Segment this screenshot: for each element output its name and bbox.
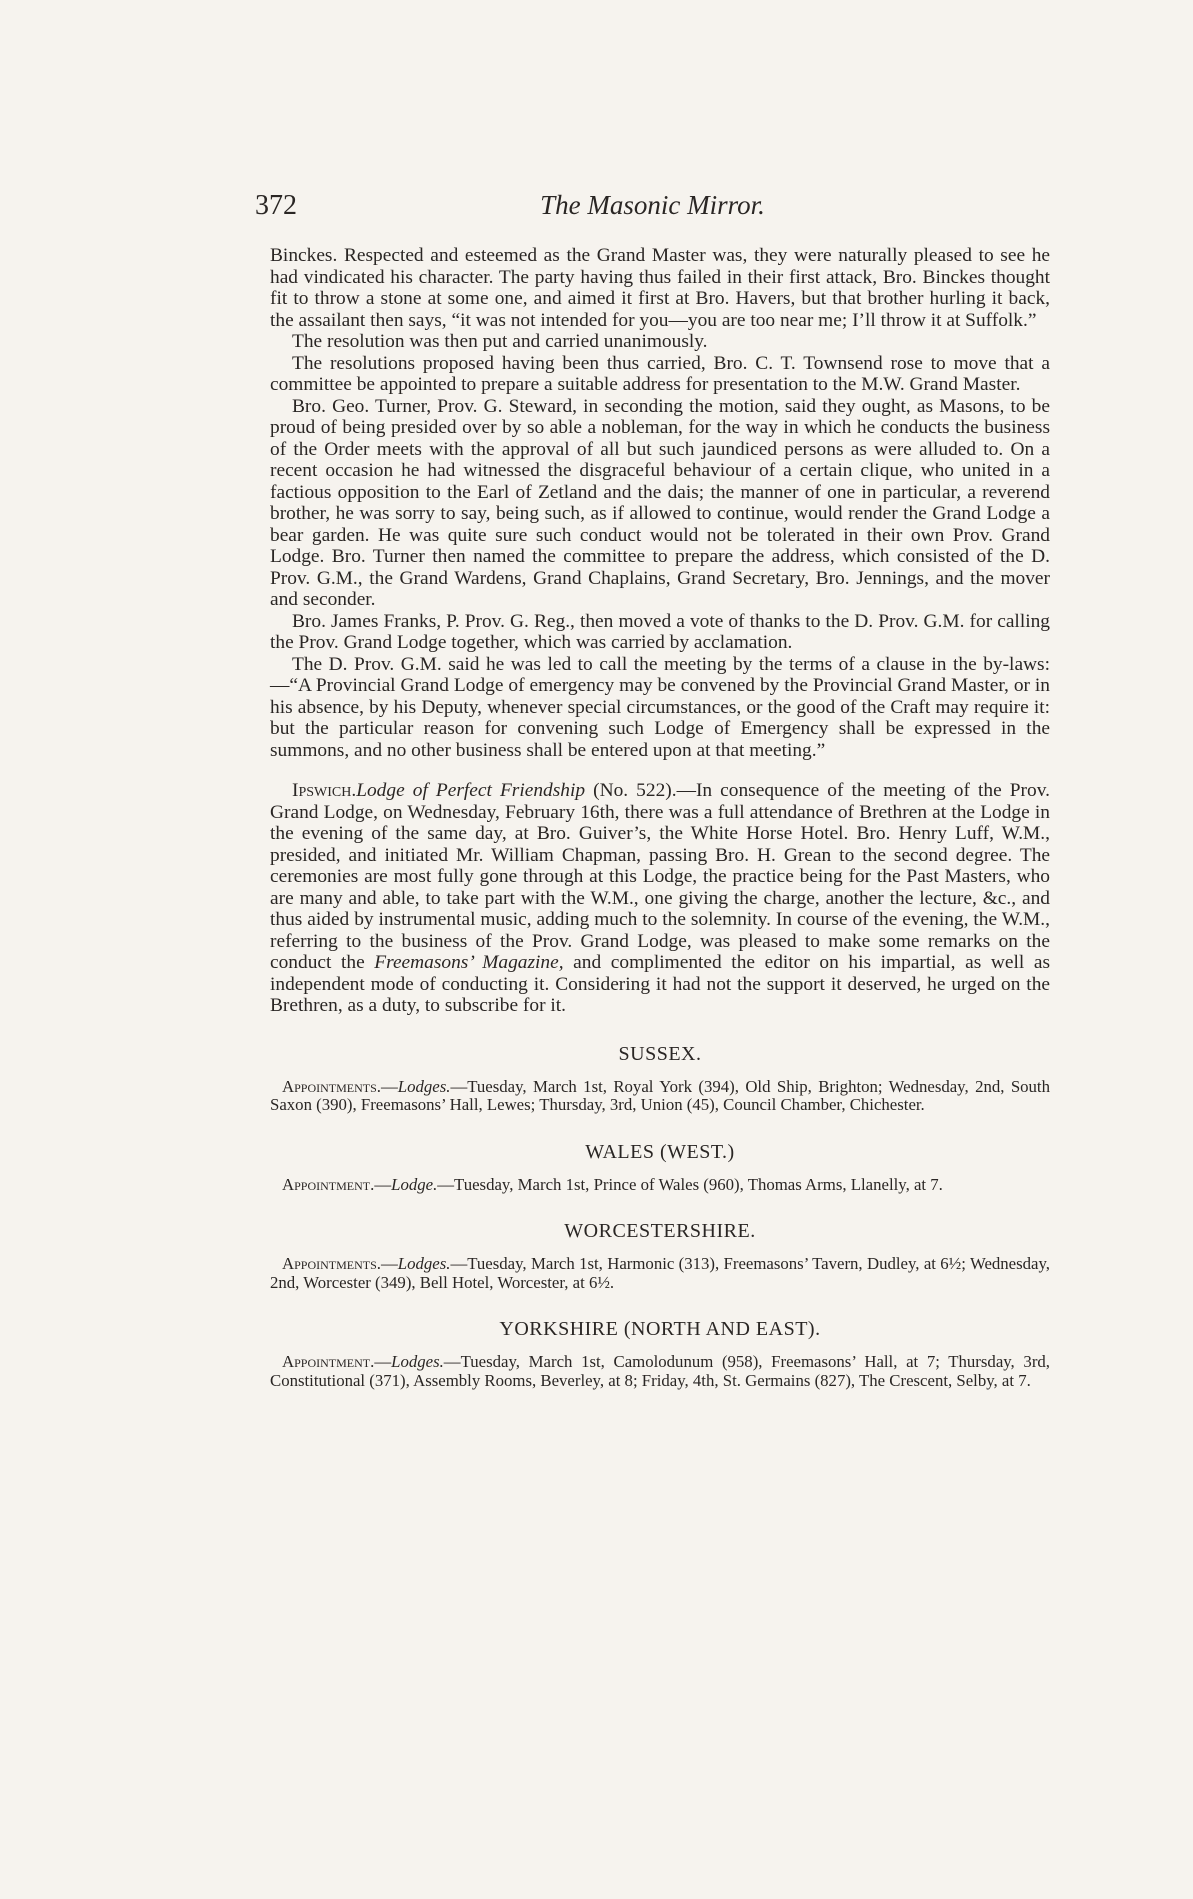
- appointments-kind: Lodges.: [397, 1076, 451, 1096]
- appointments-text: —Tuesday, March 1st, Harmonic (313), Freemasons’ Tavern, Dudley, at 6½; Wednesday, 2nd, Worcester (349), Bell Hotel, Worcester, at 6½.: [270, 1254, 1050, 1292]
- lodge-number: (No. 522).—: [585, 780, 696, 801]
- section-heading-yorkshire: YORKSHIRE (NORTH AND EAST).: [499, 1318, 821, 1340]
- dash: —: [381, 1254, 398, 1273]
- section-heading-sussex: SUSSEX.: [618, 1042, 702, 1065]
- appointments-text: —Tuesday, March 1st, Royal York (394), Old Ship, Brighton; Wednesday, 2nd, South Saxon (390), Freemasons’ Hall, Lewes; Thursday, 3rd, Union (45), Council Chamber, Chichester.: [270, 1076, 1050, 1114]
- section-heading-worcestershire: WORCESTERSHIRE.: [564, 1220, 756, 1242]
- page-number: 372: [255, 190, 297, 221]
- page-header: [255, 190, 1050, 230]
- paragraph: Bro. Geo. Turner, Prov. G. Steward, in seconding the motion, said they ought, as Masons, to be proud of being presided over by so able a nobleman, for the way in which he conducts the business of the Order meets with the approval of all but such jaundiced persons as were alluded to. On a recent occasion he had witnessed the disgraceful behaviour of a certain clique, who united in a factious opposition to the Earl of Zetland and the dais; the manner of one in particular, a reverend brother, he was sorry to say, being such, as if allowed to continue, would render the Grand Lodge a bear garden. He was quite sure such conduct would not be tolerated in their own Prov. Grand Lodge. Bro. Turner then named the committee to prepare the address, which consisted of the D. Prov. G.M., the Grand Wardens, Grand Chaplains, Grand Secretary, Bro. Jennings, and the mover and seconder.: [270, 395, 1050, 610]
- paragraph: Bro. James Franks, P. Prov. G. Reg., then moved a vote of thanks to the D. Prov. G.M. for calling the Prov. Grand Lodge together, which was carried by acclamation.: [270, 610, 1050, 653]
- appointments-label: Appointment.: [282, 1352, 375, 1371]
- lodge-name: Lodge of Perfect Friendship: [356, 780, 586, 801]
- appointments-worcestershire: [270, 1255, 1050, 1292]
- dash: —: [381, 1076, 398, 1096]
- ipswich-report: [270, 780, 1050, 1017]
- place-name: Ipswich.: [292, 780, 357, 801]
- section-heading-wales-west: WALES (WEST.): [585, 1140, 735, 1163]
- dash: —: [374, 1174, 392, 1194]
- magazine-title: Freemasons’ Magazine,: [374, 952, 564, 973]
- appointments-kind: Lodge.: [391, 1174, 438, 1194]
- paragraph: The resolutions proposed having been thus carried, Bro. C. T. Townsend rose to move that a committee be appointed to prepare a suitable address for presentation to the M.W. Grand Master.: [270, 352, 1050, 395]
- dash: —: [374, 1352, 392, 1371]
- paragraph: The D. Prov. G.M. said he was led to call the meeting by the terms of a clause in the by-laws:—“A Provincial Grand Lodge of emergency may be convened by the Provincial Grand Master, or in his absence, by his Deputy, whenever special circumstances, or the good of the Craft may require it: but the particular reason for convening such Lodge of Emergency shall be expressed in the summons, and no other business shall be entered upon at that meeting.”: [270, 653, 1050, 761]
- article-body: [270, 245, 1050, 1390]
- report-text: and complimented the editor on his impartial, as well as independent mode of conducting it. Considering it had not the support it deserved, he urged on the Brethren, as a duty, to subscribe for it.: [270, 952, 1050, 1016]
- appointments-text: —Tuesday, March 1st, Prince of Wales (960), Thomas Arms, Llanelly, at 7.: [437, 1174, 943, 1194]
- appointments-yorkshire: [270, 1353, 1050, 1390]
- appointments-label: Appointments.: [282, 1076, 381, 1096]
- appointments-text: —Tuesday, March 1st, Camolodunum (958), Freemasons’ Hall, at 7; Thursday, 3rd, Constitutional (371), Assembly Rooms, Beverley, at 8; Friday, 4th, St. Germains (827), The Crescent, Selby, at 7.: [270, 1352, 1050, 1390]
- paragraph: The resolution was then put and carried unanimously.: [292, 331, 708, 352]
- appointments-label: Appointments.: [282, 1254, 381, 1273]
- paragraph: Binckes. Respected and esteemed as the Grand Master was, they were naturally pleased to see he had vindicated his character. The party having thus failed in their first attack, Bro. Binckes thought fit to throw a stone at some one, and aimed it first at Bro. Havers, but that brother hurling it back, the assailant then says, “it was not intended for you—you are too near me; I’ll throw it at Suffolk.”: [270, 245, 1050, 331]
- report-text: In consequence of the meeting of the Prov. Grand Lodge, on Wednesday, February 16th, there was a full attendance of Brethren at the Lodge in the evening of the same day, at Bro. Guiver’s, the White Horse Hotel. Bro. Henry Luff, W.M., presided, and initiated Mr. William Chapman, passing Bro. H. Grean to the second degree. The ceremonies are most fully gone through at this Lodge, the practice being for the Past Masters, who are many and able, to take part with the W.M., one giving the charge, another the lecture, &c., and thus aided by instrumental music, adding much to the solemnity. In course of the evening, the W.M., referring to the business of the Prov. Grand Lodge, was pleased to make some remarks on the conduct the: [270, 780, 1050, 973]
- appointments-kind: Lodges.: [397, 1254, 451, 1273]
- appointments-kind: Lodges.: [391, 1352, 444, 1371]
- appointments-label: Appointment.: [282, 1174, 375, 1194]
- appointments-sussex: [270, 1078, 1050, 1115]
- running-title: The Masonic Mirror.: [540, 190, 765, 220]
- paragraph-gap: [270, 761, 1050, 780]
- appointments-wales-west: [270, 1176, 1050, 1195]
